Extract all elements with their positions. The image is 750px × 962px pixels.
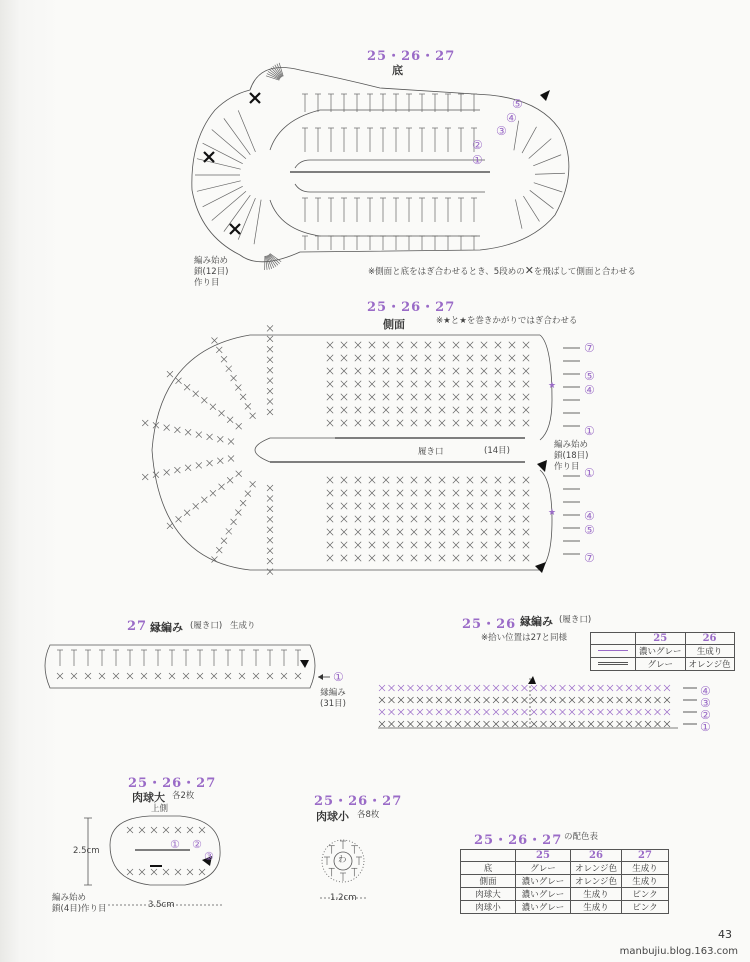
side-sizes: 25・26・27 <box>367 300 456 315</box>
padbig-top: 上側 <box>151 804 169 814</box>
sole-row-5: ⑤ <box>512 97 523 111</box>
color-table <box>460 849 669 914</box>
ct-r0-c1: グレー <box>516 862 571 875</box>
edge2526-row-1: ① <box>700 720 711 734</box>
ct-r1-c0: 側面 <box>461 875 516 888</box>
ct-r1-c1: 濃いグレー <box>516 875 571 888</box>
colortable-sizes: 25・26・27 <box>474 833 563 848</box>
padbig-start-1: 編み始め <box>52 893 87 903</box>
legend-r1-26: 生成り <box>685 645 734 658</box>
edge27-title: 縁編み <box>150 621 183 634</box>
side-title: 側面 <box>383 318 405 331</box>
edge2526-row-2: ② <box>700 708 711 722</box>
sole-row-2: ② <box>472 138 483 152</box>
padsmall-width: 1.2cm <box>330 893 357 903</box>
edge2526-sizes: 25・26 <box>462 617 517 632</box>
edge27-label-1: 縁編み <box>320 688 346 698</box>
side-row-top-7: ⑦ <box>584 341 595 355</box>
side-row-top-1: ① <box>584 424 595 438</box>
padbig-sizes: 25・26・27 <box>128 776 217 791</box>
edge2526-sub: (履き口) <box>559 615 592 625</box>
edge27-size: 27 <box>127 619 148 634</box>
padbig-row-2: ② <box>192 838 202 851</box>
padbig-start-2: 鎖(4目)作り目 <box>52 904 107 914</box>
ct-r3-c3: ピンク <box>622 901 669 914</box>
side-start-3: 作り目 <box>554 462 580 472</box>
edge27-label-2: (31目) <box>320 699 346 709</box>
edge2526-row-4: ④ <box>700 684 711 698</box>
side-row-bot-4: ④ <box>584 509 595 523</box>
side-start-1: 編み始め <box>554 440 589 450</box>
ct-r3-c1: 濃いグレー <box>516 901 571 914</box>
legend-head-25: 25 <box>636 633 686 645</box>
page-number: 43 <box>718 928 732 941</box>
sole-start-1: 編み始め <box>194 256 229 266</box>
ct-r3-c2: 生成り <box>571 901 622 914</box>
ct-r0-c0: 底 <box>461 862 516 875</box>
sole-start-2: 鎖(12目) <box>194 267 229 277</box>
padbig-count: 各2枚 <box>172 791 195 801</box>
side-start-2: 鎖(18目) <box>554 451 589 461</box>
padbig-title: 肉球大 <box>132 791 165 804</box>
ct-r1-c3: 生成り <box>622 875 669 888</box>
legend-r2-25: グレー <box>636 658 686 671</box>
sole-row-1: ① <box>472 153 483 167</box>
ct-r2-c3: ピンク <box>622 888 669 901</box>
edge27-color: 生成り <box>230 621 256 631</box>
padsmall-sizes: 25・26・27 <box>314 794 403 809</box>
svg-text:★: ★ <box>548 381 557 391</box>
ct-head-27: 27 <box>622 850 669 862</box>
ct-r2-c1: 濃いグレー <box>516 888 571 901</box>
sole-start-3: 作り目 <box>194 278 220 288</box>
edge2526-title: 縁編み <box>520 615 553 628</box>
side-row-top-4: ④ <box>584 383 595 397</box>
padbig-width: 3.5cm <box>148 900 175 910</box>
side-count14: (14目) <box>484 446 510 456</box>
edge27-row: ① <box>333 670 344 684</box>
side-row-bot-5: ⑤ <box>584 523 595 537</box>
edge2526-row-3: ③ <box>700 696 711 710</box>
ct-r3-c0: 肉球小 <box>461 901 516 914</box>
side-row-bot-1: ① <box>584 466 595 480</box>
padsmall-count: 各8枚 <box>357 810 380 820</box>
edge2526-note: ※拾い位置は27と同様 <box>481 633 567 643</box>
ct-r1-c2: オレンジ色 <box>571 875 622 888</box>
edge27-sub: (履き口) <box>190 621 223 631</box>
ct-head-0 <box>461 850 516 862</box>
sole-title: 底 <box>392 64 403 77</box>
ct-r0-c3: 生成り <box>622 862 669 875</box>
legend-head-26: 26 <box>685 633 734 645</box>
colortable-title: の配色表 <box>564 832 599 842</box>
legend-r2-26: オレンジ色 <box>685 658 734 671</box>
source-url: manbujiu.blog.163.com <box>619 946 738 957</box>
ct-r2-c0: 肉球大 <box>461 888 516 901</box>
padbig-height: 2.5cm <box>73 846 100 856</box>
side-opening: 履き口 <box>418 447 444 457</box>
sole-note-tail: を飛ばして側面と合わせる <box>533 267 636 277</box>
side-row-top-5: ⑤ <box>584 369 595 383</box>
padbig-row-1: ① <box>170 838 180 851</box>
side-row-bot-7: ⑦ <box>584 551 595 565</box>
svg-text:★: ★ <box>548 508 557 518</box>
side-note: ※★と★を巻きかがりではぎ合わせる <box>436 316 578 326</box>
ct-r0-c2: オレンジ色 <box>571 862 622 875</box>
sole-sizes: 25・26・27 <box>367 49 456 64</box>
sole-row-3: ③ <box>496 124 507 138</box>
ct-r2-c2: 生成り <box>571 888 622 901</box>
legend-r1-25: 濃いグレー <box>636 645 686 658</box>
padsmall-title: 肉球小 <box>316 810 349 823</box>
ct-head-26: 26 <box>571 850 622 862</box>
padbig-row-3: ③ <box>204 850 214 863</box>
sole-note-text: ※側面と底をはぎ合わせるとき、5段めの <box>368 267 525 277</box>
padsmall-ring: わ <box>338 855 347 865</box>
ct-head-25: 25 <box>516 850 571 862</box>
sole-note-mark: ✕ <box>524 264 534 277</box>
sole-row-4: ④ <box>506 111 517 125</box>
